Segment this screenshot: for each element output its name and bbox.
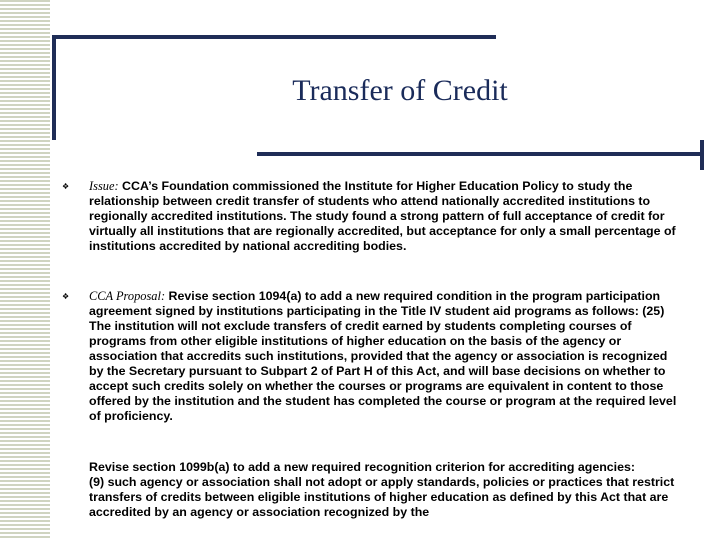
bullet-issue-body: CCA’s Foundation commissioned the Institute for Higher Education Policy to study the relationship between credit transfer of students who attend nationally accredited institutions to regionally accredited institutions. The study found a strong pattern of full acceptance of credit for virtually all institutions that are regionally accredited, but acceptance for only a small percentage of institutions accredited by national accrediting bodies. — [89, 179, 676, 253]
square-bullet-icon: ❖ — [62, 182, 70, 191]
proposal-continuation — [62, 460, 684, 520]
continuation-line-2: (9) such agency or association shall not adopt or apply standards, policies or practices that restrict transfers of credits between eligible institutions of higher education as defined by this Act that are accredited by an agency or association recognized by the — [89, 475, 675, 519]
top-accent-bar-vertical — [52, 35, 56, 140]
bottom-accent-bar — [257, 152, 704, 156]
bullet-issue — [62, 179, 684, 254]
bullet-issue-lead: Issue: — [89, 179, 119, 193]
continuation-line-1: Revise section 1099b(a) to add a new required recognition criterion for accrediting agencies: — [89, 460, 636, 474]
top-accent-bar — [52, 35, 496, 39]
decorative-stripe-margin — [0, 0, 50, 540]
bullet-proposal-body: Revise section 1094(a) to add a new required condition in the program participation agreement signed by institutions participating in the Title IV student aid programs as follows: (25) The institution will not exclude transfers of credit earned by students completing courses of programs from other eligible institutions of higher education on the basis of the agency or association that accredits such institutions, provided that the agency or association is recognized by the Secretary pursuant to Subpart 2 of Part H of this Act, and will base decisions on whether to accept such credits solely on whether the courses or programs are equivalent in content to those offered by the institution and the student has completed the course or program at the required level of proficiency. — [89, 289, 677, 423]
slide-title: Transfer of Credit — [292, 74, 508, 107]
bullet-proposal-text — [89, 289, 684, 424]
continuation-text — [89, 460, 684, 520]
bullet-issue-text — [89, 179, 684, 254]
bullet-proposal-lead: CCA Proposal: — [89, 289, 166, 303]
square-bullet-icon: ❖ — [62, 292, 70, 301]
bottom-accent-bar-vertical — [700, 140, 704, 170]
bullet-proposal — [62, 289, 684, 424]
